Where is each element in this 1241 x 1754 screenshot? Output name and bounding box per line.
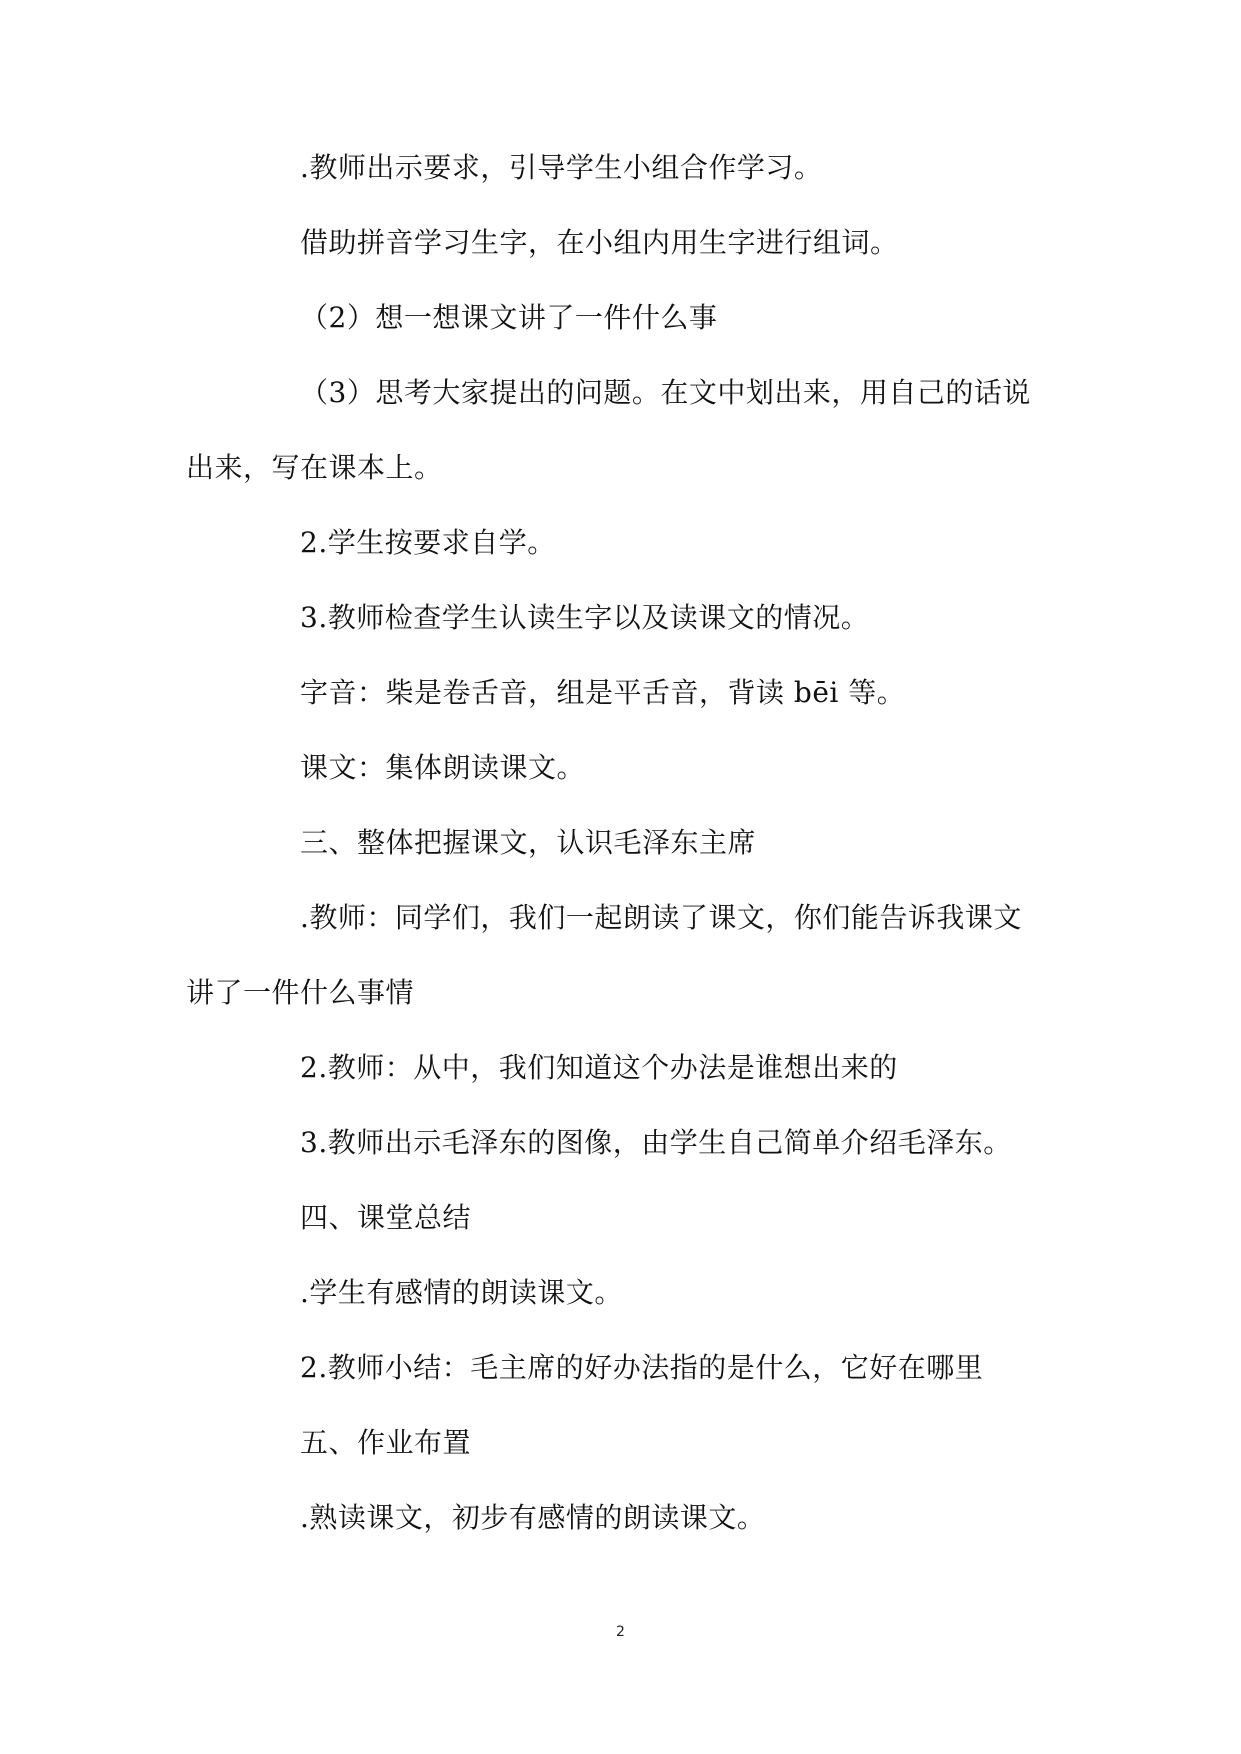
- section-heading: 三、整体把握课文，认识毛泽东主席: [300, 826, 757, 859]
- paragraph-line: 3.教师出示毛泽东的图像，由学生自己简单介绍毛泽东。: [300, 1126, 1012, 1159]
- paragraph-line: .教师出示要求，引导学生小组合作学习。: [300, 151, 823, 184]
- paragraph-line: 出来，写在课本上。: [186, 451, 443, 484]
- page-number: 2: [616, 1624, 625, 1640]
- section-heading: 四、课堂总结: [300, 1201, 472, 1234]
- paragraph-line: 借助拼音学习生字，在小组内用生字进行组词。: [300, 226, 899, 259]
- paragraph-line: 2.教师小结：毛主席的好办法指的是什么，它好在哪里: [300, 1351, 984, 1384]
- paragraph-line: （2）想一想课文讲了一件什么事: [300, 301, 718, 334]
- paragraph-line: .教师：同学们，我们一起朗读了课文，你们能告诉我课文: [300, 901, 1022, 934]
- paragraph-line: 课文：集体朗读课文。: [300, 751, 586, 784]
- paragraph-line: （3）思考大家提出的问题。在文中划出来，用自己的话说: [300, 376, 1031, 409]
- paragraph-line: 字音：柴是卷舌音，组是平舌音，背读 bēi 等。: [300, 676, 906, 709]
- paragraph-line: 2.学生按要求自学。: [300, 526, 556, 559]
- paragraph-line: 3.教师检查学生认读生字以及读课文的情况。: [300, 601, 870, 634]
- section-heading: 五、作业布置: [300, 1426, 472, 1459]
- paragraph-line: .熟读课文，初步有感情的朗读课文。: [300, 1501, 766, 1534]
- paragraph-line: 讲了一件什么事情: [186, 976, 415, 1009]
- paragraph-line: 2.教师：从中，我们知道这个办法是谁想出来的: [300, 1051, 898, 1084]
- paragraph-line: .学生有感情的朗读课文。: [300, 1276, 623, 1309]
